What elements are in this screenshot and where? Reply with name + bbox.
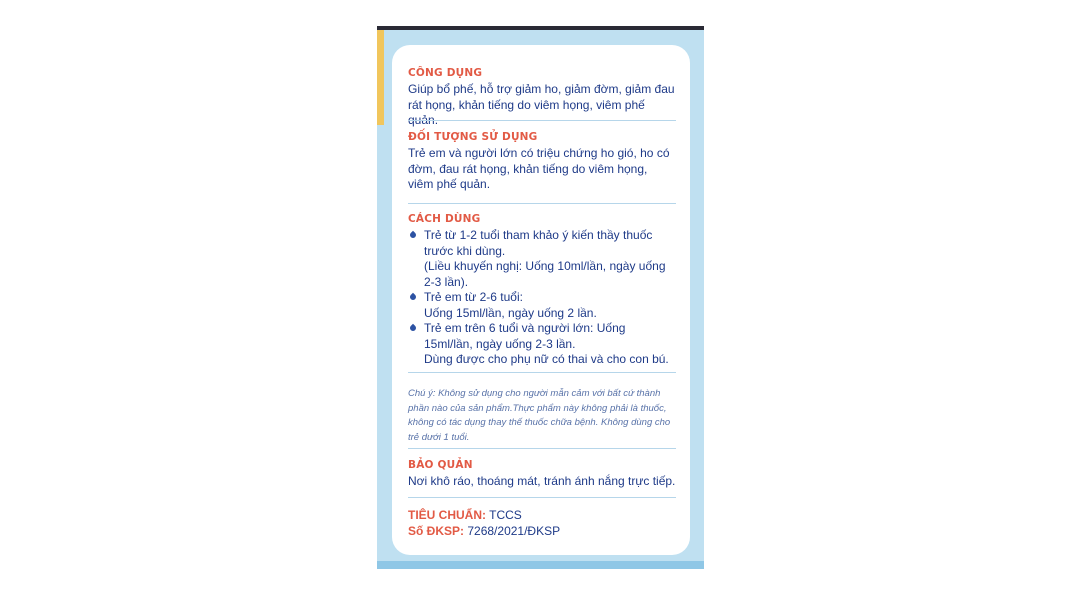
storage-text: Nơi khô ráo, thoáng mát, tránh ánh nắng trực tiếp. [408, 474, 676, 488]
usage-item-3-extra: Dùng được cho phụ nữ có thai và cho con bú. [424, 352, 669, 366]
usage-item-3 [408, 321, 676, 368]
usage-item-2-dose: Uống 15ml/lần, ngày uống 2 lần. [424, 305, 597, 320]
uses-text: Giúp bổ phế, hỗ trợ giảm ho, giảm đờm, giảm đau rát họng, khản tiếng do viêm họng, viêm phế quản. [408, 82, 675, 127]
droplet-bullet-icon [409, 324, 417, 332]
uses-heading: CÔNG DỤNG [408, 67, 483, 79]
divider [408, 497, 676, 498]
droplet-bullet-icon [409, 293, 417, 301]
registration-label: Số ĐKSP: [408, 524, 465, 538]
label-panel [392, 45, 690, 555]
usage-item-1-text: Trẻ từ 1-2 tuổi tham khảo ý kiến thầy thuốc trước khi dùng. [424, 228, 653, 258]
usage-item-2-text: Trẻ em từ 2-6 tuổi: [424, 290, 523, 304]
storage-heading: BẢO QUẢN [408, 459, 473, 471]
standard-label: TIÊU CHUẨN: [408, 508, 486, 522]
usage-item-2 [408, 290, 676, 321]
usage-item-1 [408, 228, 676, 290]
registration-section [408, 507, 676, 539]
registration-line [408, 523, 676, 539]
standard-line [408, 507, 676, 523]
box-bottom-strip [377, 561, 704, 569]
storage-section [408, 459, 676, 490]
note-section [408, 387, 676, 445]
target-text: Trẻ em và người lớn có triệu chứng ho gió, ho có đờm, đau rát họng, khản tiếng do viêm họng, viêm phế quản. [408, 146, 670, 191]
usage-item-3-text: Trẻ em trên 6 tuổi và người lớn: Uống 15ml/lần, ngày uống 2-3 lần. [424, 321, 626, 351]
divider [408, 120, 676, 121]
standard-value: TCCS [489, 508, 522, 522]
usage-heading: CÁCH DÙNG [408, 213, 481, 225]
caution-note: Chú ý: Không sử dụng cho người mẫn cảm với bất cứ thành phần nào của sản phẩm.Thực phẩm này không phải là thuốc, không có tác dụng thay thế thuốc chữa bệnh. Không dùng cho trẻ dưới 1 tuổi. [408, 388, 671, 443]
divider [408, 448, 676, 449]
box-top-edge [377, 26, 704, 30]
droplet-bullet-icon [409, 231, 417, 239]
target-section [408, 131, 676, 193]
usage-item-1-dose: (Liều khuyến nghị: Uống 10ml/lần, ngày uống 2-3 lần). [424, 259, 666, 289]
divider [408, 372, 676, 373]
divider [408, 203, 676, 204]
target-heading: ĐỐI TƯỢNG SỬ DỤNG [408, 131, 538, 143]
box-yellow-edge [377, 30, 384, 125]
usage-section [408, 213, 676, 368]
registration-value: 7268/2021/ĐKSP [467, 524, 561, 538]
